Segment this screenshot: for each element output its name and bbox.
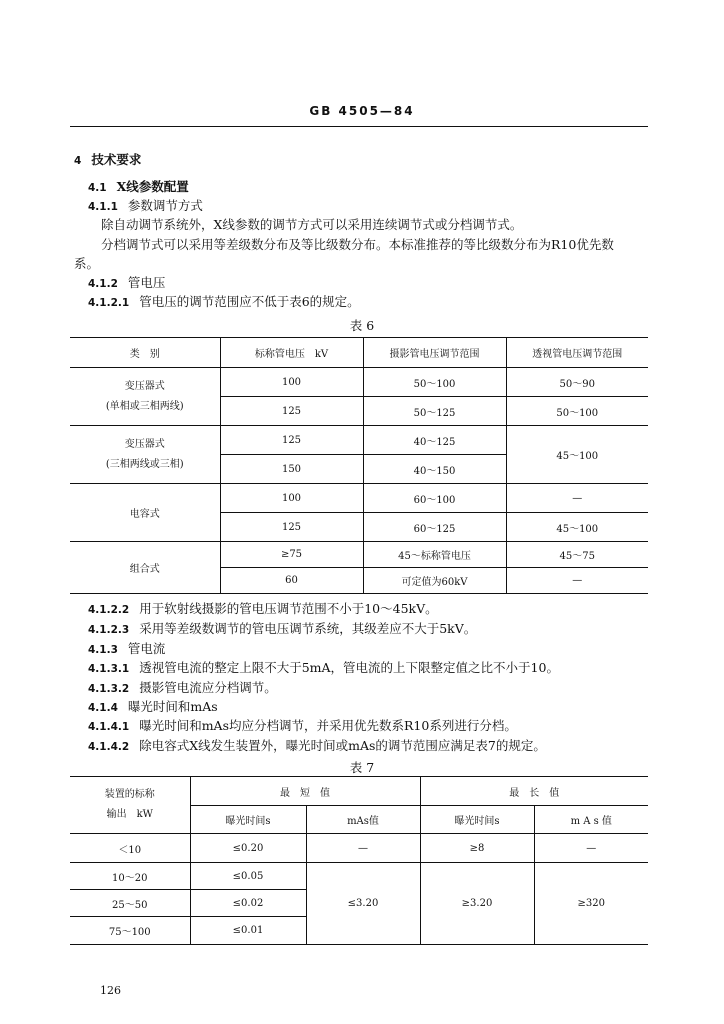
clause-4-1-2-2 [88, 600, 438, 619]
column-header: 标称管电压 kV [220, 338, 363, 368]
category-note: (三相两线或三相) [105, 458, 184, 470]
category-name: 电容式 [129, 509, 160, 520]
clause-text: 用于软射线摄影的管电压调节范围不小于10～45kV。 [139, 601, 438, 616]
section-number: 4.1.3 [88, 644, 118, 656]
paragraph-continuation: 系。 [74, 256, 100, 271]
table-row [70, 863, 648, 890]
table-cell: 40～125 [363, 426, 506, 455]
table-cell: ≤0.05 [190, 863, 306, 890]
column-header: 输出 kW [106, 809, 153, 820]
column-group-header: 最 短 值 [190, 777, 420, 806]
section-number: 4.1.2.1 [88, 297, 130, 309]
clause-4-1-4-1 [88, 717, 517, 736]
table-cell: — [534, 834, 648, 863]
section-title: 曝光时间和mAs [127, 699, 218, 714]
section-number: 4.1.3.2 [88, 683, 130, 695]
table-cell: 75～100 [70, 917, 190, 945]
category-cell [70, 426, 220, 484]
table-cell: 45～100 [506, 426, 648, 484]
clause-text: 采用等差级数调节的管电压调节系统，其级差应不大于5kV。 [139, 621, 477, 636]
table-6-caption: 表 6 [349, 318, 375, 333]
table-row [70, 834, 648, 863]
category-name: 变压器式 [124, 438, 165, 450]
category-name: 变压器式 [124, 380, 165, 392]
section-title: 管电压 [127, 275, 166, 290]
standard-number: GB 4505—84 [309, 104, 415, 118]
column-header: 摄影管电压调节范围 [363, 338, 506, 368]
table-cell: 50～100 [363, 368, 506, 397]
category-cell [70, 484, 220, 542]
table-cell: ≤0.20 [190, 834, 306, 863]
table-7-caption: 表 7 [349, 760, 375, 775]
table-cell: 10～20 [70, 863, 190, 890]
section-4-1-1-heading [88, 197, 203, 216]
section-number: 4.1.2 [88, 278, 118, 290]
table-cell: 40～150 [363, 455, 506, 484]
table-header-row [70, 338, 648, 368]
category-cell [70, 542, 220, 594]
table-cell: 125 [220, 513, 363, 542]
section-4-1-3-heading [88, 640, 165, 659]
section-title: X线参数配置 [116, 179, 189, 194]
table-cell: 125 [220, 426, 363, 455]
category-note: (单相或三相两线) [105, 400, 184, 412]
section-number: 4.1.4.1 [88, 721, 130, 733]
clause-text: 摄影管电流应分档调节。 [139, 680, 277, 695]
section-number: 4.1.1 [88, 201, 118, 213]
section-title: 技术要求 [91, 152, 142, 167]
table-cell: 50～100 [506, 397, 648, 426]
table-cell: 60 [220, 568, 363, 594]
table-row [70, 368, 648, 397]
table-cell: ≤0.01 [190, 917, 306, 945]
table-cell: 45～标称管电压 [363, 542, 506, 568]
clause-4-1-2-3 [88, 620, 476, 639]
category-name: 组合式 [129, 564, 160, 575]
table-cell: 50～125 [363, 397, 506, 426]
section-4-1-heading [88, 178, 189, 197]
section-title: 管电流 [127, 641, 166, 656]
clause-text: 管电压的调节范围应不低于表6的规定。 [139, 294, 360, 309]
paragraph: 分档调节式可以采用等差级数分布及等比级数分布。本标准推荐的等比级数分布为R10优先数 [101, 237, 614, 252]
table-cell: ＜10 [70, 834, 190, 863]
table-cell: 60～100 [363, 484, 506, 513]
table-cell: 100 [220, 368, 363, 397]
table-row [70, 542, 648, 568]
paragraph: 除自动调节系统外，X线参数的调节方式可以采用连续调节式或分档调节式。 [101, 217, 523, 232]
table-header-row [70, 777, 648, 806]
clause-4-1-4-2 [88, 737, 546, 756]
clause-4-1-3-1 [88, 659, 559, 678]
clause-text: 透视管电流的整定上限不大于5mA，管电流的上下限整定值之比不小于10。 [139, 660, 559, 675]
column-header: 装置的标称 [104, 789, 155, 800]
table-row [70, 426, 648, 455]
section-number: 4.1.4.2 [88, 741, 130, 753]
table-cell: — [506, 484, 648, 513]
column-header: 透视管电压调节范围 [506, 338, 648, 368]
table-cell: — [306, 834, 420, 863]
section-number: 4.1.3.1 [88, 663, 130, 675]
clause-4-1-3-2 [88, 679, 277, 698]
table-cell: 60～125 [363, 513, 506, 542]
table-cell: 50～90 [506, 368, 648, 397]
table-cell: 150 [220, 455, 363, 484]
table-cell: 45～75 [506, 542, 648, 568]
header-rule [70, 126, 648, 127]
category-cell [70, 368, 220, 426]
table-cell: 100 [220, 484, 363, 513]
table-cell: 125 [220, 397, 363, 426]
section-number: 4 [74, 155, 82, 167]
section-4-heading [74, 151, 141, 170]
table-row [70, 484, 648, 513]
clause-text: 曝光时间和mAs均应分档调节，并采用优先数系R10系列进行分档。 [139, 718, 517, 733]
table-7 [70, 776, 648, 945]
column-header: mAs值 [306, 806, 420, 834]
page-number: 126 [100, 984, 121, 997]
section-number: 4.1.4 [88, 702, 118, 714]
section-title: 参数调节方式 [127, 198, 203, 213]
table-cell: 45～100 [506, 513, 648, 542]
table-cell: — [506, 568, 648, 594]
section-number: 4.1.2.3 [88, 624, 130, 636]
table-cell: 25～50 [70, 890, 190, 917]
table-cell: ≤3.20 [306, 863, 420, 945]
table-6 [70, 337, 648, 594]
table-cell: ≥3.20 [420, 863, 534, 945]
column-header: m A s 值 [534, 806, 648, 834]
section-4-1-4-heading [88, 698, 218, 717]
column-group-header: 最 长 值 [420, 777, 648, 806]
column-header: 类 别 [70, 338, 220, 368]
section-4-1-2-heading [88, 274, 165, 293]
clause-4-1-2-1 [88, 293, 360, 312]
table-cell: ≥320 [534, 863, 648, 945]
table-cell: ≥75 [220, 542, 363, 568]
table-cell: 可定值为60kV [363, 568, 506, 594]
table-cell: ≤0.02 [190, 890, 306, 917]
table-cell: ≥8 [420, 834, 534, 863]
column-header: 曝光时间s [420, 806, 534, 834]
clause-text: 除电容式X线发生装置外，曝光时间或mAs的调节范围应满足表7的规定。 [139, 738, 546, 753]
section-number: 4.1.2.2 [88, 604, 130, 616]
device-power-header [70, 777, 190, 834]
column-header: 曝光时间s [190, 806, 306, 834]
section-number: 4.1 [88, 182, 107, 194]
